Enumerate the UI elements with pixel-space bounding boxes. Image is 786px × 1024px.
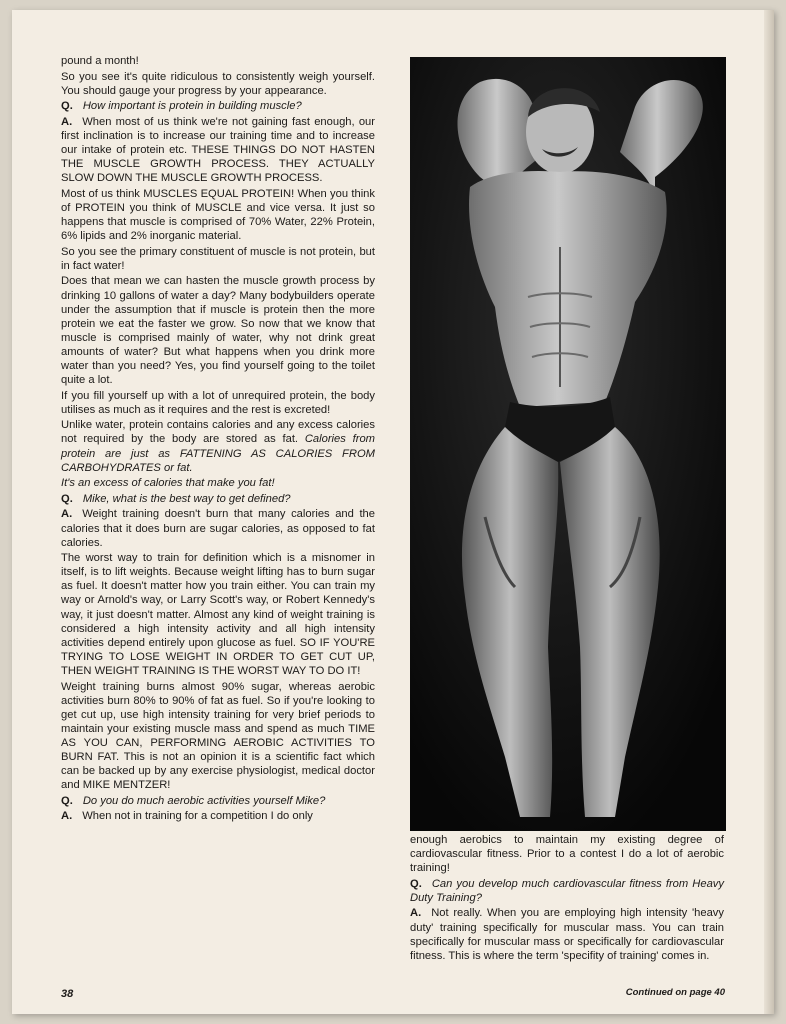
paragraph-emphasis: It's an excess of calories that make you fat! — [61, 477, 275, 490]
question — [61, 99, 375, 113]
paragraph-emphasis: Calories from protein are just as FATTENING AS CALORIES FROM CARBOHYDRATES or fat. — [61, 433, 375, 474]
question — [61, 492, 375, 506]
answer — [61, 507, 375, 549]
paragraph: So you see the primary constituent of muscle is not protein, but in fact water! — [61, 245, 375, 272]
paragraph: The worst way to train for definition which is a misnomer in itself, is to lift weights. Because weight lifting has to burn sugar as fuel. It doesn't matter how you train either. You can train my way or Arnold's way, or Larry Scott's way, or Robert Kennedy's way, it just doesn't matter. Almost any kind of weight training is considered a high intensity activity and all high intensity activities depend entirely upon glucose as fuel. SO IF YOU'RE TRYING TO LOSE WEIGHT IN ORDER TO GET CUT UP, THEN WEIGHT TRAINING IS THE WORST WAY TO DO IT! — [61, 552, 375, 677]
bodybuilder-photo-illustration — [410, 57, 726, 831]
question-label: Q. — [61, 100, 73, 113]
paragraph: So you see it's quite ridiculous to consistently weigh yourself. You should gauge your progress by your appearance. — [61, 70, 375, 97]
continued-note: Continued on page 40 — [625, 987, 725, 998]
answer-text: Weight training doesn't burn that many calories and the calories that it does burn are sugar calories, as opposed to fat calories. — [61, 508, 375, 549]
paragraph — [61, 418, 375, 474]
magazine-page — [12, 10, 774, 1014]
answer-text: When not in training for a competition I do only — [82, 810, 313, 823]
question-label: Q. — [61, 794, 73, 807]
left-text-column — [61, 54, 375, 825]
question-text: Can you develop much cardiovascular fitness from Heavy Duty Training? — [410, 877, 724, 904]
right-text-column — [410, 833, 724, 964]
question-text: Mike, what is the best way to get defined? — [82, 492, 291, 505]
paragraph: enough aerobics to maintain my existing degree of cardiovascular fitness. Prior to a contest I do a lot of aerobic training! — [410, 834, 724, 875]
paragraph: Does that mean we can hasten the muscle growth process by drinking 10 gallons of water a day? Many bodybuilders operate under the assumption that if muscle is protein then the more protein we eat the faster we grow. So now that we know that muscle is comprised mainly of water, why not drink great amounts of water? But what happens when you drink more water than you need? Yes, you find yourself going to the toilet quite a lot. — [61, 275, 375, 387]
answer-label: A. — [61, 115, 73, 128]
paragraph: pound a month! — [61, 55, 139, 67]
question-text: How important is protein in building muscle? — [82, 100, 302, 113]
answer-text: When most of us think we're not gaining fast enough, our first inclination is to increase our training time and to increase our intake of protein etc. THESE THINGS DO NOT HASTEN THE MUSCLE GROWTH PROCESS. THEY ACTUALLY SLOW DOWN THE MUSCLE GROWTH PROCESS. — [61, 115, 375, 185]
answer — [61, 115, 375, 185]
paragraph: Most of us think MUSCLES EQUAL PROTEIN! When you think of PROTEIN you think of MUSCLE and vice versa. It just so happens that muscle is comprised of 70% Water, 22% Protein, 6% lipids and 2% inorganic material. — [61, 187, 375, 243]
bodybuilder-photo — [410, 57, 726, 831]
answer — [410, 906, 724, 962]
paragraph: Weight training burns almost 90% sugar, whereas aerobic activities burn 80% to 90% of fat as fuel. So if you're looking to get cut up, use high intensity training for very brief periods to maintain your existing muscle mass and spend as much TIME AS YOU CAN, PERFORMING AEROBIC ACTIVITIES TO BURN FAT. This is not an opinion it is a scientific fact which can be backed up by any exercise physiologist, medical doctor and MIKE MENTZER! — [61, 680, 375, 792]
paragraph: If you fill yourself up with a lot of unrequired protein, the body utilises as much as it requires and the rest is excreted! — [61, 389, 375, 416]
answer-label: A. — [61, 810, 73, 823]
question-text: Do you do much aerobic activities yourself Mike? — [82, 794, 326, 807]
page-spine-shadow — [764, 10, 774, 1014]
question-label: Q. — [61, 492, 73, 505]
answer-label: A. — [410, 907, 422, 920]
paragraph-text: Unlike water, protein contains calories and any excess calories not required by the body are stored as fat. — [61, 419, 375, 446]
question-label: Q. — [410, 877, 422, 890]
question — [61, 794, 375, 808]
answer-label: A. — [61, 508, 73, 521]
answer-text: Not really. When you are employing high intensity 'heavy duty' training specifically for muscular mass. You can train specifically for muscular mass or specifically for cardiovascular fitness. This is where the term 'specifity of training' comes in. — [410, 907, 724, 962]
answer — [61, 809, 375, 823]
page-number: 38 — [61, 988, 74, 1000]
question — [410, 877, 724, 905]
